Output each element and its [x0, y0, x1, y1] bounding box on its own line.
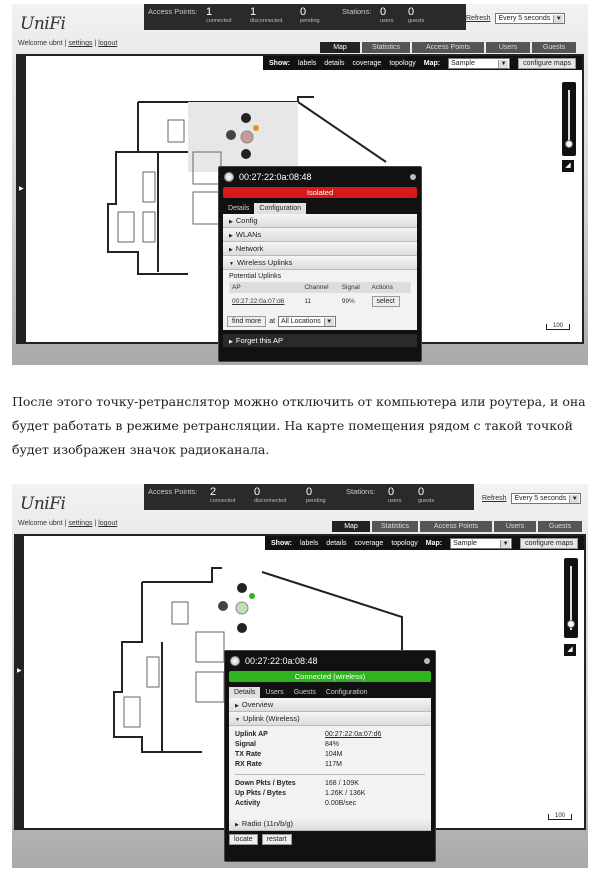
detail-row: [229, 799, 431, 809]
lock-icon: [241, 113, 251, 123]
wireless-uplink-icon: [249, 593, 255, 599]
main-tabs: [320, 42, 576, 53]
forget-ap-button[interactable]: [223, 334, 417, 347]
disconnected-count: 1: [250, 6, 257, 18]
screenshot-isolated: [12, 4, 588, 365]
connected-label: connected: [206, 18, 232, 24]
detail-row: [229, 789, 431, 799]
stations-label: Stations:: [342, 7, 372, 16]
detail-value: 104M: [325, 751, 343, 758]
users-count: 0: [380, 6, 387, 18]
table-row: [229, 293, 411, 310]
tab-guests[interactable]: Guests: [538, 521, 582, 532]
toggle-coverage[interactable]: coverage: [352, 59, 382, 67]
connected-count: 1: [206, 6, 213, 18]
ap-label: Access Points:: [148, 7, 198, 16]
tab-access-points[interactable]: Access Points: [420, 521, 492, 532]
map-toolbar: [265, 536, 584, 550]
alert-icon: [253, 125, 259, 131]
map-select-value: Sample: [453, 539, 477, 547]
uplink-signal: 99%: [341, 298, 355, 305]
toggle-topology[interactable]: topology: [389, 59, 416, 67]
disconnected-count: 0: [254, 486, 261, 498]
section-network-label: Network: [235, 244, 264, 253]
users-label: users: [388, 498, 402, 504]
triangle-down-icon: ▼: [235, 717, 240, 723]
column-header: Signal: [339, 282, 369, 293]
uplink-details: [229, 726, 431, 813]
close-icon[interactable]: [410, 174, 416, 180]
chevron-down-icon: ▼: [500, 540, 510, 548]
map-select[interactable]: [448, 58, 510, 69]
logout-link[interactable]: logout: [98, 40, 118, 47]
triangle-right-icon: ▶: [229, 247, 233, 253]
tab-statistics[interactable]: Statistics: [372, 521, 418, 532]
detail-value: 168 / 109K: [325, 780, 359, 787]
map-left-rail[interactable]: [18, 56, 26, 342]
fit-map-icon[interactable]: ◢: [564, 644, 576, 656]
minus-icon: [241, 149, 251, 159]
tab-map[interactable]: Map: [332, 521, 370, 532]
forget-ap-label: Forget this AP: [235, 336, 283, 345]
zoom-knob[interactable]: [565, 140, 573, 148]
triangle-right-icon: ▶: [235, 822, 239, 828]
section-uplink-label: Uplink (Wireless): [242, 714, 300, 723]
triangle-right-icon: ▶: [235, 703, 239, 709]
zoom-slider[interactable]: [564, 558, 578, 638]
main-tabs: [332, 521, 582, 532]
tab-details[interactable]: Details: [229, 687, 260, 698]
detail-value: 117M: [325, 761, 342, 768]
pending-label: pending: [306, 498, 326, 504]
refresh-link[interactable]: Refresh: [482, 495, 507, 502]
popup-actions: [225, 831, 435, 848]
map-left-rail[interactable]: [16, 536, 24, 828]
section-overview[interactable]: [229, 698, 431, 712]
users-label: users: [380, 18, 394, 24]
ap-device-icon: [226, 130, 236, 140]
map-label: Map:: [423, 59, 441, 67]
uplink-ap-link[interactable]: 00:27:22:0a:07:d6: [232, 298, 285, 305]
close-icon[interactable]: [424, 658, 430, 664]
ap-device-icon: [224, 172, 234, 182]
tab-map[interactable]: Map: [320, 42, 360, 53]
refresh-interval-value: Every 5 seconds: [514, 495, 567, 502]
map-toolbar: [263, 56, 582, 70]
screenshot-connected: [12, 484, 588, 868]
popup-header: [219, 167, 421, 187]
triangle-right-icon: ▶: [229, 233, 233, 239]
column-header: Channel: [301, 282, 338, 293]
map-select-value: Sample: [451, 59, 475, 67]
section-network[interactable]: [223, 242, 417, 256]
tab-configuration[interactable]: Configuration: [325, 689, 368, 696]
ap-mac: 00:27:22:0a:08:48: [239, 172, 312, 182]
detail-key: Down Pkts / Bytes: [235, 780, 296, 787]
popup-body: [223, 214, 417, 330]
guests-count: 0: [418, 486, 425, 498]
detail-key: RX Rate: [235, 761, 262, 768]
detail-value: 1.26K / 136K: [325, 790, 366, 797]
potential-uplinks-title: Potential Uplinks: [229, 273, 282, 280]
section-uplink-wireless[interactable]: [229, 712, 431, 726]
restart-button[interactable]: restart: [262, 834, 292, 845]
toggle-topology[interactable]: topology: [391, 539, 418, 547]
toggle-labels[interactable]: labels: [300, 539, 319, 547]
connected-count: 2: [210, 486, 217, 498]
tab-users[interactable]: Users: [265, 689, 284, 696]
connected-label: connected: [210, 498, 236, 504]
map-select[interactable]: [450, 538, 512, 549]
detail-row: [229, 730, 431, 740]
section-config-label: Config: [235, 216, 258, 225]
status-badge: Isolated: [223, 187, 417, 198]
map-scale: 100: [548, 814, 572, 820]
column-header: Actions: [369, 282, 411, 293]
welcome-bar: Welcome ubnt | settings | logout: [18, 40, 118, 47]
chevron-right-icon: ▶: [17, 668, 22, 675]
ap-device-icon: [230, 656, 240, 666]
tab-users[interactable]: Users: [494, 521, 536, 532]
zoom-slider[interactable]: [562, 82, 576, 156]
map-scale: 100: [546, 324, 570, 330]
refresh-interval-value: Every 5 seconds: [498, 15, 551, 22]
ap-detail-popup: [218, 166, 422, 362]
section-overview-label: Overview: [241, 700, 274, 709]
refresh-interval-select[interactable]: [495, 13, 565, 24]
logout-link[interactable]: logout: [98, 520, 118, 527]
detail-key: Activity: [235, 800, 261, 807]
toggle-details[interactable]: details: [326, 539, 347, 547]
uplink-ap-link[interactable]: 00:27:22:0a:07:d6: [325, 731, 382, 738]
configure-maps-button[interactable]: configure maps: [520, 538, 578, 549]
location-select[interactable]: [278, 316, 336, 327]
detail-row: [229, 740, 431, 750]
tab-details[interactable]: Details: [228, 205, 250, 212]
show-label: Show:: [269, 59, 290, 67]
detail-value: 84%: [325, 741, 340, 748]
tab-guests[interactable]: Guests: [532, 42, 576, 53]
zoom-knob[interactable]: [567, 620, 575, 628]
potential-uplinks-panel: [223, 270, 417, 313]
uplinks-table: [229, 282, 411, 310]
section-radio-label: Radio (11n/b/g): [241, 819, 294, 828]
pending-label: pending: [300, 18, 320, 24]
chevron-down-icon: ▼: [324, 318, 334, 326]
popup-tabs: [229, 687, 431, 698]
guests-count: 0: [408, 6, 415, 18]
lock-icon: [237, 583, 247, 593]
chevron-down-icon: ▼: [569, 495, 579, 503]
triangle-down-icon: ▼: [229, 261, 234, 267]
status-badge: Connected (wireless): [229, 671, 431, 682]
ap-isolated-icon: [241, 131, 253, 143]
chevron-down-icon: ▼: [553, 15, 563, 23]
settings-link[interactable]: settings: [68, 520, 93, 527]
section-wlans-label: WLANs: [235, 230, 262, 239]
tab-statistics[interactable]: Statistics: [362, 42, 410, 53]
detail-key: Signal: [235, 741, 257, 748]
disconnected-label: disconnected: [250, 18, 283, 24]
unifi-logo: UniFi: [20, 14, 66, 34]
column-header: AP: [229, 282, 301, 293]
detail-row: [229, 779, 431, 789]
users-count: 0: [388, 486, 395, 498]
guests-label: guests: [408, 18, 425, 24]
ap-detail-popup: [224, 650, 436, 862]
section-wlans[interactable]: [223, 228, 417, 242]
at-label: at: [269, 318, 276, 325]
triangle-right-icon: ▶: [229, 339, 233, 345]
select-uplink-button[interactable]: select: [372, 296, 400, 307]
stats-bar: [144, 484, 474, 510]
welcome-text: Welcome ubnt: [18, 520, 63, 527]
triangle-right-icon: ▶: [229, 219, 233, 225]
detail-row: [229, 760, 431, 770]
guests-label: guests: [418, 498, 435, 504]
popup-tabs: [223, 203, 417, 214]
detail-key: Uplink AP: [235, 731, 268, 738]
popup-body: [229, 698, 431, 831]
chevron-down-icon: ▼: [498, 60, 508, 68]
ap-label: Access Points:: [148, 487, 198, 496]
toggle-labels[interactable]: labels: [298, 59, 317, 67]
location-value: All Locations: [281, 318, 321, 325]
section-wireless-uplinks[interactable]: [223, 256, 417, 270]
settings-link[interactable]: settings: [68, 40, 93, 47]
tab-configuration[interactable]: Configuration: [254, 203, 306, 214]
show-label: Show:: [271, 539, 292, 547]
ap-connected-icon: [236, 602, 248, 614]
detail-key: Up Pkts / Bytes: [235, 790, 286, 797]
uplink-channel: 11: [304, 298, 312, 305]
fit-map-icon[interactable]: ◢: [562, 160, 574, 172]
disconnected-label: disconnected: [254, 498, 287, 504]
chevron-right-icon: ▶: [19, 185, 24, 192]
configure-maps-button[interactable]: configure maps: [518, 58, 576, 69]
toggle-coverage[interactable]: coverage: [354, 539, 384, 547]
section-config[interactable]: [223, 214, 417, 228]
section-radio[interactable]: [229, 817, 431, 831]
find-more-button[interactable]: find more: [227, 316, 266, 327]
divider: [235, 774, 425, 775]
pending-count: 0: [306, 486, 313, 498]
toggle-details[interactable]: details: [324, 59, 345, 67]
unifi-logo: UniFi: [20, 494, 66, 514]
tab-access-points[interactable]: Access Points: [412, 42, 484, 53]
refresh-interval-select[interactable]: [511, 493, 581, 504]
tab-guests[interactable]: Guests: [293, 689, 316, 696]
refresh-control: [466, 13, 565, 24]
stations-label: Stations:: [346, 487, 376, 496]
pending-count: 0: [300, 6, 307, 18]
minus-icon: [237, 623, 247, 633]
welcome-text: Welcome ubnt: [18, 40, 63, 47]
map-label: Map:: [425, 539, 443, 547]
detail-key: TX Rate: [235, 751, 262, 758]
section-wireless-uplinks-label: Wireless Uplinks: [236, 258, 293, 267]
refresh-control: [482, 493, 581, 504]
ap-device-icon: [218, 601, 228, 611]
popup-header: [225, 651, 435, 671]
refresh-link[interactable]: Refresh: [466, 15, 491, 22]
welcome-bar: Welcome ubnt | settings | logout: [18, 520, 118, 527]
detail-row: [229, 750, 431, 760]
ap-mac: 00:27:22:0a:08:48: [245, 656, 318, 666]
detail-value: 0.00B/sec: [325, 800, 357, 807]
stats-bar: [144, 4, 466, 30]
tab-users[interactable]: Users: [486, 42, 530, 53]
find-more-bar: [223, 313, 417, 330]
locate-button[interactable]: locate: [229, 834, 258, 845]
article-paragraph: После этого точку-ретранслятор можно отключить от компьютера или роутера, и она будет работать в режиме ретрансляции. На карте помещения рядом с такой точкой будет изображен значок радиоканала.: [12, 394, 586, 457]
